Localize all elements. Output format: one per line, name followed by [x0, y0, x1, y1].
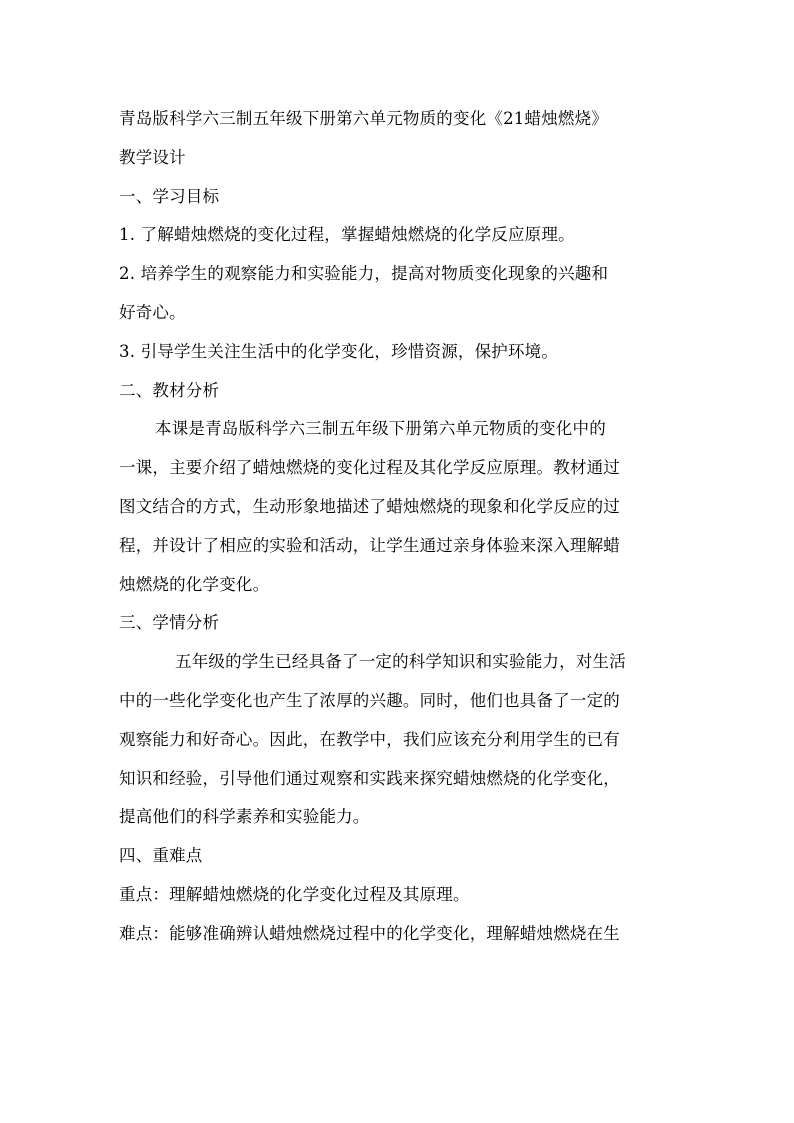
- key-point-line: 重点：理解蜡烛燃烧的化学变化过程及其原理。: [119, 884, 470, 904]
- section-heading-key-points: 四、重难点: [119, 846, 203, 866]
- goal-item-1: 1. 了解蜡烛燃烧的变化过程，掌握蜡烛燃烧的化学反应原理。: [119, 225, 575, 245]
- student-analysis-line: 观察能力和好奇心。因此，在教学中，我们应该充分利用学生的已有: [119, 729, 620, 749]
- goal-item-2: 2. 培养学生的观察能力和实验能力，提高对物质变化现象的兴趣和: [119, 264, 609, 284]
- section-heading-learning-goals: 一、学习目标: [119, 186, 220, 206]
- material-analysis-line: 程，并设计了相应的实验和活动，让学生通过亲身体验来深入理解蜡: [119, 535, 620, 555]
- goal-item-2-continued: 好奇心。: [119, 302, 186, 322]
- student-analysis-line: 提高他们的科学素养和实验能力。: [119, 807, 370, 827]
- student-analysis-line: 五年级的学生已经具备了一定的科学知识和实验能力，对生活: [175, 652, 626, 672]
- section-heading-material-analysis: 二、教材分析: [119, 380, 220, 400]
- document-title-line-1: 青岛版科学六三制五年级下册第六单元物质的变化《21蜡烛燃烧》: [119, 109, 608, 128]
- section-heading-student-analysis: 三、学情分析: [119, 613, 220, 633]
- material-analysis-line: 烛燃烧的化学变化。: [119, 574, 270, 594]
- difficulty-line: 难点：能够准确辨认蜡烛燃烧过程中的化学变化，理解蜡烛燃烧在生: [119, 923, 620, 943]
- material-analysis-line: 一课，主要介绍了蜡烛燃烧的变化过程及其化学反应原理。教材通过: [119, 458, 620, 478]
- student-analysis-line: 知识和经验，引导他们通过观察和实践来探究蜡烛燃烧的化学变化，: [119, 768, 620, 788]
- document-title-line-2: 教学设计: [119, 147, 186, 167]
- document-body: [119, 100, 679, 954]
- student-analysis-line: 中的一些化学变化也产生了浓厚的兴趣。同时，他们也具备了一定的: [119, 690, 620, 710]
- material-analysis-line: 图文结合的方式，生动形象地描述了蜡烛燃烧的现象和化学反应的过: [119, 496, 620, 516]
- goal-item-3: 3. 引导学生关注生活中的化学变化，珍惜资源，保护环境。: [119, 341, 559, 361]
- material-analysis-line: 本课是青岛版科学六三制五年级下册第六单元物质的变化中的: [155, 419, 606, 439]
